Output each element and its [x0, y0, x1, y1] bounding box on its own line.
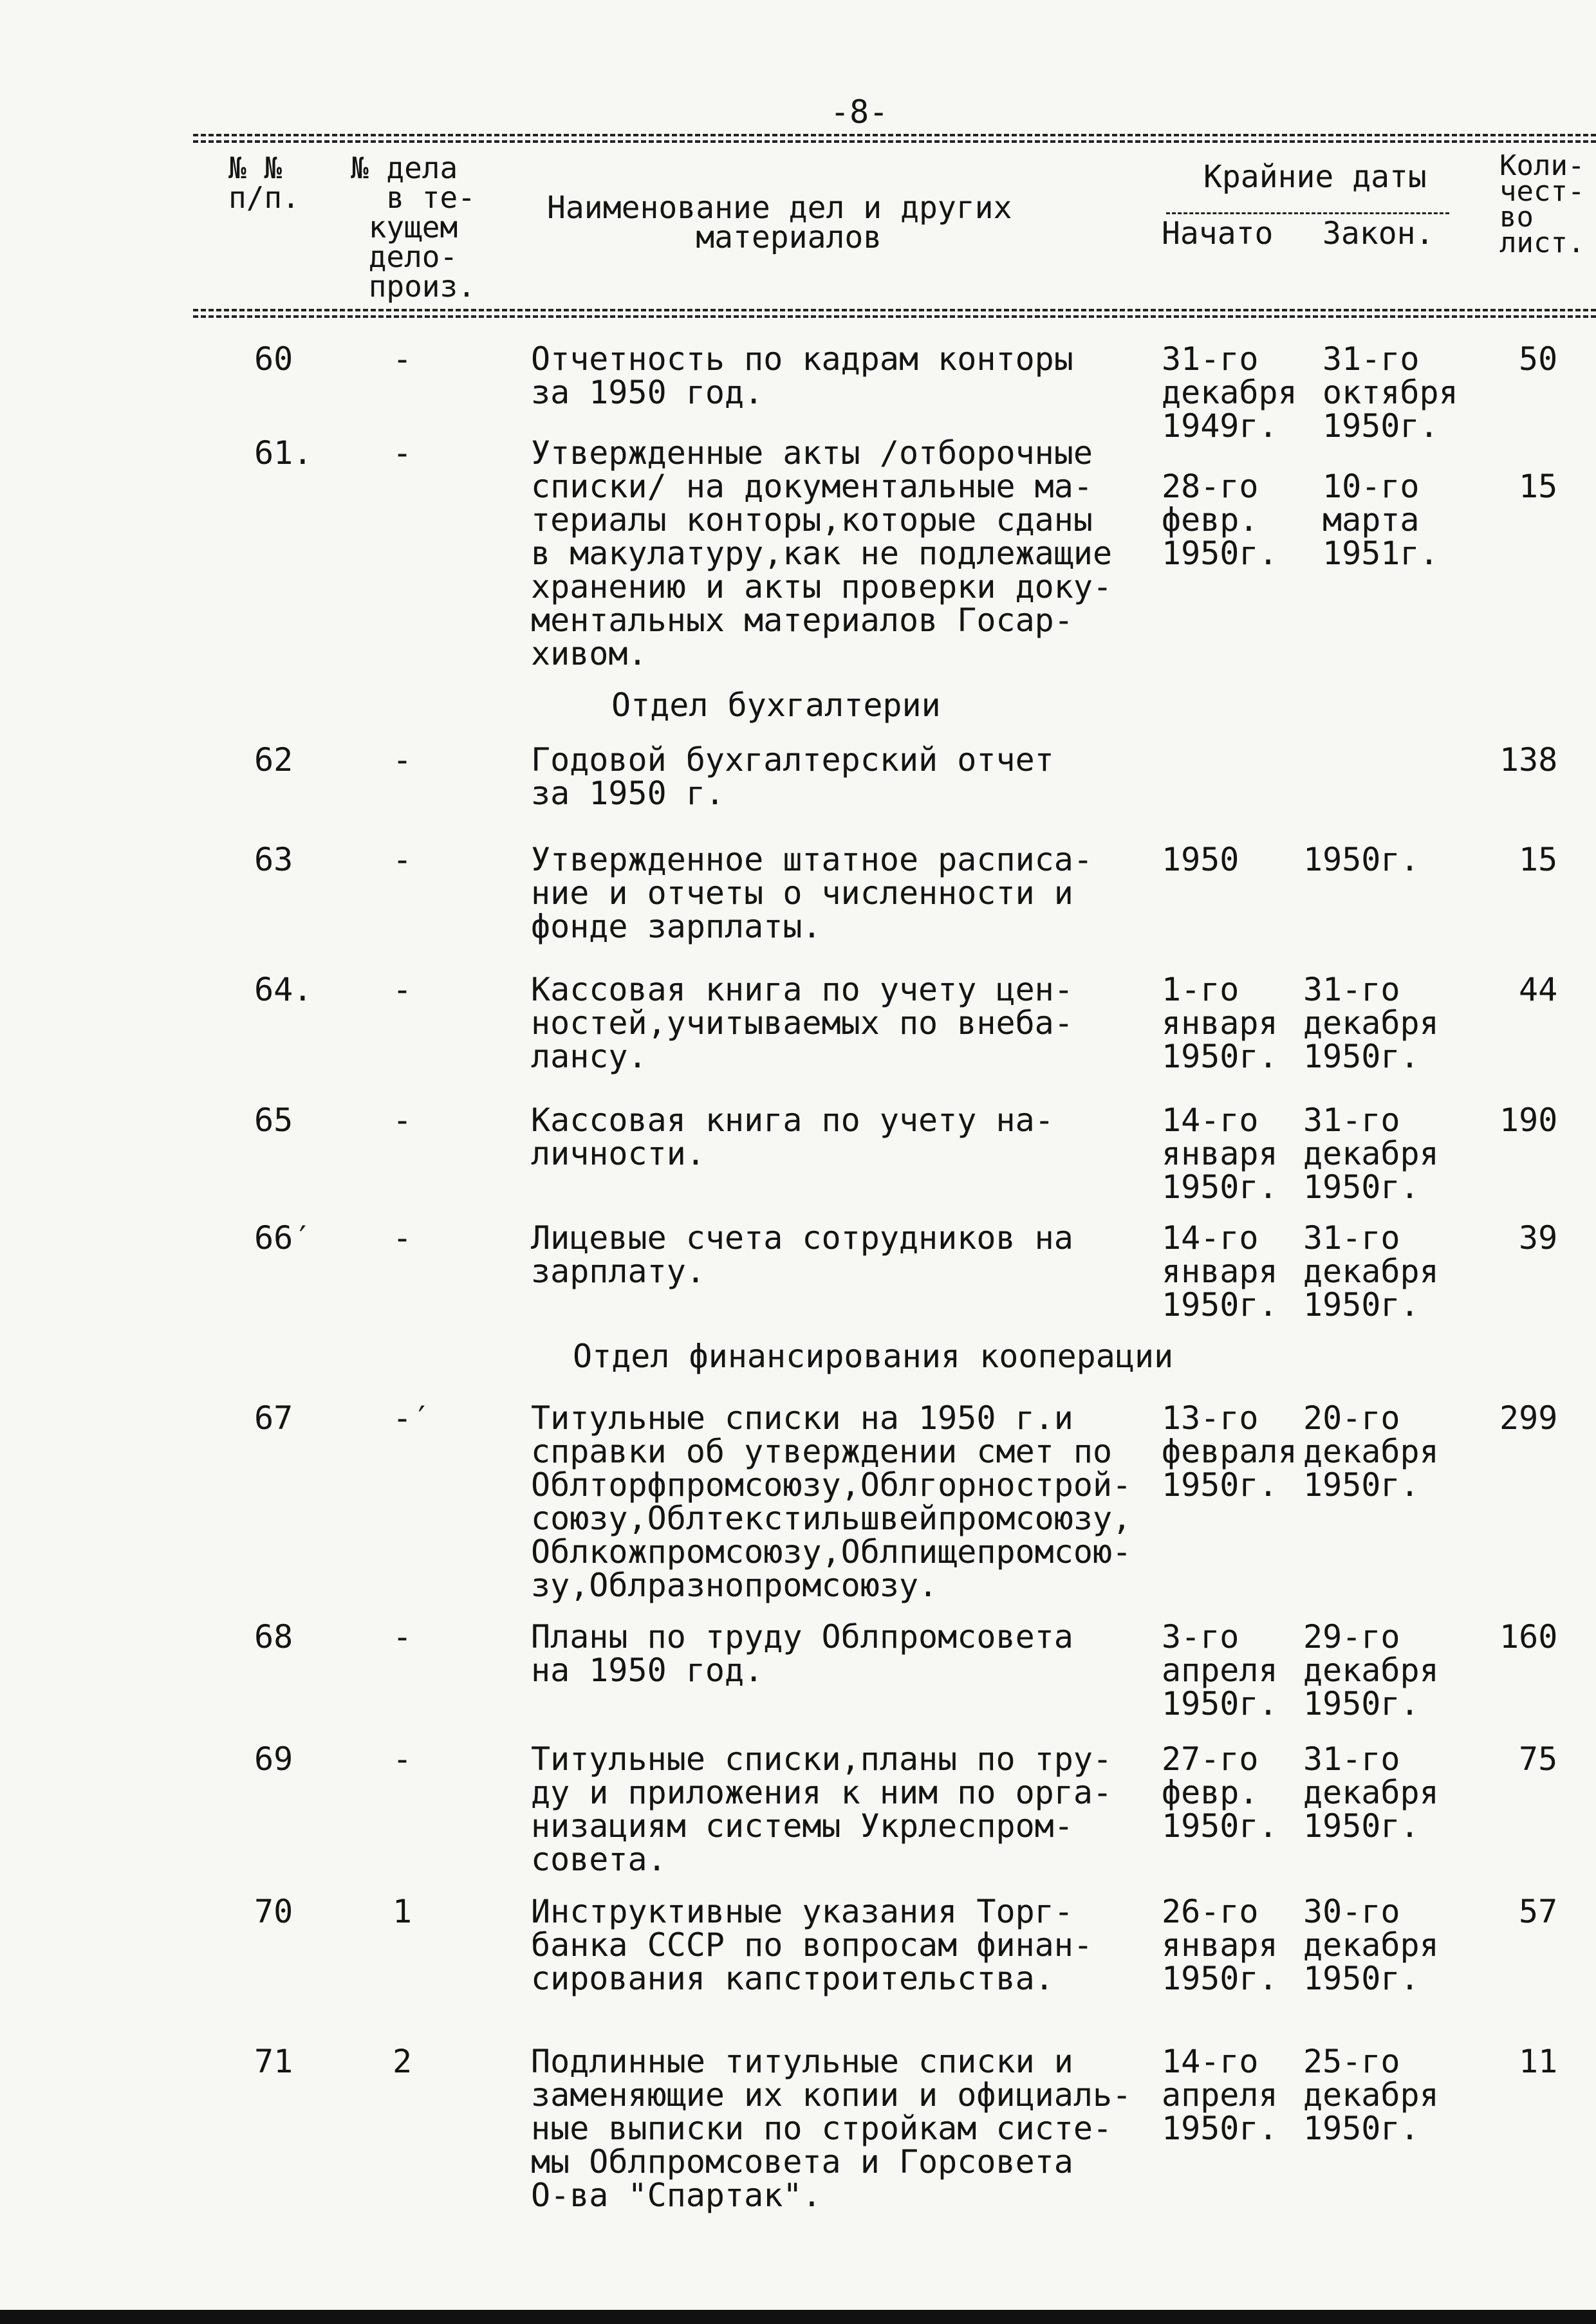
row-title: Титульные списки на 1950 г.и справки об утверждении смет по Облторфпромсоюзу,Облгорнострой- союзу,Облтекстильшвейпромсоюзу, Облкожпромсоюзу,Облпищепромсою- зу,Облразнопромсоюзу. — [531, 1399, 1132, 1604]
page-number: -8- — [830, 93, 889, 131]
table-header-rule — [193, 309, 1596, 318]
row-number: 62 — [254, 741, 293, 779]
row-number: 71 — [254, 2043, 293, 2080]
row-count: 39 — [1519, 1219, 1558, 1257]
row-count: 50 — [1519, 340, 1558, 378]
row-start: 3-го апреля 1950г. — [1162, 1618, 1278, 1722]
row-end: 31-го декабря 1950г. — [1303, 1740, 1439, 1845]
header-dates: Крайние даты — [1203, 159, 1427, 195]
row-case: 1 — [393, 1893, 413, 1930]
row-count: 15 — [1519, 841, 1558, 878]
row-count: 190 — [1499, 1102, 1558, 1139]
row-number: 65 — [254, 1102, 293, 1139]
row-end: 31-го октября 1950г. — [1322, 340, 1458, 445]
header-start: Начато — [1162, 216, 1274, 252]
row-start: 14-го апреля 1950г. — [1162, 2043, 1278, 2147]
row-case: - — [393, 340, 413, 378]
row-case: - — [393, 1618, 413, 1655]
row-case: - — [393, 1219, 413, 1257]
row-start: 1950 — [1162, 841, 1239, 878]
row-number: 68 — [254, 1618, 293, 1655]
row-start: 13-го февраля 1950г. — [1162, 1399, 1297, 1504]
header-title: Наименование дел и других материалов — [547, 190, 1012, 255]
row-end: 31-го декабря 1950г. — [1303, 971, 1439, 1075]
row-end: 31-го декабря 1950г. — [1303, 1219, 1439, 1323]
row-start: 27-го февр. 1950г. — [1162, 1740, 1278, 1845]
row-start: 1-го января 1950г. — [1162, 971, 1278, 1075]
row-case: - — [393, 1740, 413, 1778]
scan-edge-bar — [0, 2310, 1596, 2324]
row-end: 30-го декабря 1950г. — [1303, 1893, 1439, 1997]
section-heading-accounting: Отдел бухгалтерии — [611, 687, 941, 724]
row-number: 60 — [254, 340, 293, 378]
table-top-rule — [193, 134, 1596, 143]
header-end: Закон. — [1322, 216, 1434, 252]
row-number: 69 — [254, 1740, 293, 1778]
row-start: 26-го января 1950г. — [1162, 1893, 1278, 1997]
dates-separator — [1166, 212, 1449, 214]
row-title: Отчетность по кадрам конторы за 1950 год. — [531, 340, 1073, 411]
row-case: - — [393, 841, 413, 878]
header-count: Коли- чест- во лист. — [1499, 149, 1585, 259]
row-case: - — [393, 741, 413, 779]
row-title: Лицевые счета сотрудников на зарплату. — [531, 1219, 1073, 1290]
row-title: Планы по труду Облпромсовета на 1950 год. — [531, 1618, 1073, 1689]
row-end: 20-го декабря 1950г. — [1303, 1399, 1439, 1504]
row-start: 14-го января 1950г. — [1162, 1219, 1278, 1323]
row-count: 44 — [1519, 971, 1558, 1008]
row-start: 31-го декабря 1949г. — [1162, 340, 1297, 445]
row-case: 2 — [393, 2043, 413, 2080]
header-case: № дела в те- кущем дело- произ. — [351, 151, 476, 304]
row-number: 67 — [254, 1399, 293, 1437]
row-title: Подлинные титульные списки и заменяющие их копии и официаль- ные выписки по стройкам систе- мы Облпромсовета и Горсовета О-ва "Спартак". — [531, 2043, 1132, 2214]
header-num: № № п/п. — [228, 151, 300, 215]
row-end: 29-го декабря 1950г. — [1303, 1618, 1439, 1722]
row-count: 11 — [1519, 2043, 1558, 2080]
row-number: 66′ — [254, 1219, 313, 1257]
row-end: 25-го декабря 1950г. — [1303, 2043, 1439, 2147]
row-title: Кассовая книга по учету на- личности. — [531, 1102, 1054, 1172]
row-count: 75 — [1519, 1740, 1558, 1778]
row-number: 64. — [254, 971, 313, 1008]
row-start: 28-го февр. 1950г. — [1162, 468, 1278, 572]
row-end: 1950г. — [1303, 841, 1420, 878]
row-case: -′ — [393, 1399, 432, 1437]
row-end: 10-го марта 1951г. — [1322, 468, 1439, 572]
row-case: - — [393, 1102, 413, 1139]
row-count: 15 — [1519, 468, 1558, 505]
row-number: 63 — [254, 841, 293, 878]
row-title: Утвержденное штатное расписа- ние и отчеты о численности и фонде зарплаты. — [531, 841, 1093, 945]
row-title: Титульные списки,планы по тру- ду и приложения к ним по орга- низациям системы Укрлеспром- совета. — [531, 1740, 1113, 1878]
row-case: - — [393, 434, 413, 472]
row-start: 14-го января 1950г. — [1162, 1102, 1278, 1206]
row-number: 70 — [254, 1893, 293, 1930]
row-number: 61. — [254, 434, 313, 472]
row-title: Кассовая книга по учету цен- ностей,учитываемых по внеба- лансу. — [531, 971, 1073, 1075]
row-title: Инструктивные указания Торг- банка СССР по вопросам финан- сирования капстроительства. — [531, 1893, 1093, 1997]
row-count: 299 — [1499, 1399, 1558, 1437]
row-end: 31-го декабря 1950г. — [1303, 1102, 1439, 1206]
section-heading-financing: Отдел финансирования кооперации — [573, 1338, 1174, 1375]
row-case: - — [393, 971, 413, 1008]
row-count: 138 — [1499, 741, 1558, 779]
row-title: Утвержденные акты /отборочные списки/ на документальные ма- териалы конторы,которые сданы в макулатуру,как не подлежащие хранению и акты проверки доку- ментальных материалов Госар- хивом. — [531, 434, 1113, 672]
row-count: 57 — [1519, 1893, 1558, 1930]
row-title: Годовой бухгалтерский отчет за 1950 г. — [531, 741, 1054, 812]
row-count: 160 — [1499, 1618, 1558, 1655]
